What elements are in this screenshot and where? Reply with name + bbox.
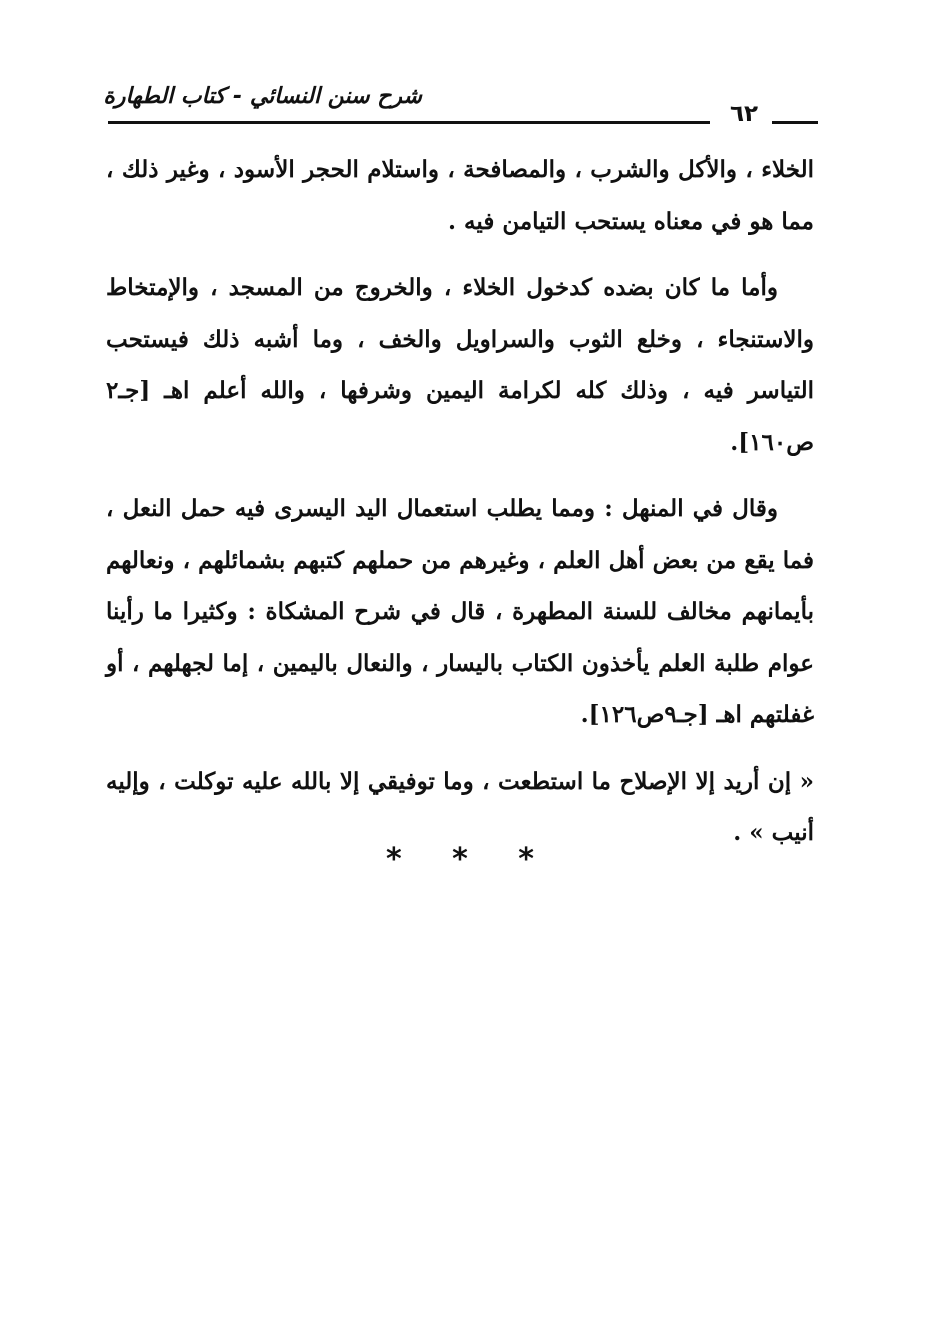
closing-quote: « إن أريد إلا الإصلاح ما استطعت ، وما توفيقي إلا بالله عليه توكلت ، وإليه أنيب » . bbox=[106, 767, 814, 846]
paragraph-2: وأما ما كان بضده كدخول الخلاء ، والخروج من المسجد ، والإمتخاط والاستنجاء ، وخلع الثوب والسراويل والخف ، وما أشبه ذلك فيستحب التياسر فيه ، وذلك كله لكرامة اليمين وشرفها ، والله أعلم اهـ [جـ٢ ص١٦٠]. bbox=[106, 274, 814, 456]
body-text bbox=[106, 144, 814, 874]
paragraph-1: الخلاء ، والأكل والشرب ، والمصافحة ، واستلام الحجر الأسود ، وغير ذلك ، مما هو في معناه يستحب التيامن فيه . bbox=[106, 156, 814, 235]
running-header-title: شرح سنن النسائي - كتاب الطهارة bbox=[103, 84, 422, 109]
paragraph-3: وقال في المنهل : ومما يطلب استعمال اليد اليسرى فيه حمل النعل ، فما يقع من بعض أهل العلم ، وغيرهم من حملهم كتبهم بشمائلهم ، ونعالهم بأيمانهم مخالف للسنة المطهرة ، قال في شرح المشكاة : وكثيرا ما رأينا عوام طلبة العلم يأخذون الكتاب باليسار ، والنعال باليمين ، إما لجهلهم ، أو غفلتهم اهـ [جـ٩ص١٢٦]. bbox=[106, 495, 814, 728]
page-number: ٦٢ bbox=[729, 101, 759, 127]
section-separator: * * * bbox=[386, 842, 554, 877]
page-number-dash bbox=[772, 121, 818, 124]
header-rule bbox=[108, 121, 710, 124]
